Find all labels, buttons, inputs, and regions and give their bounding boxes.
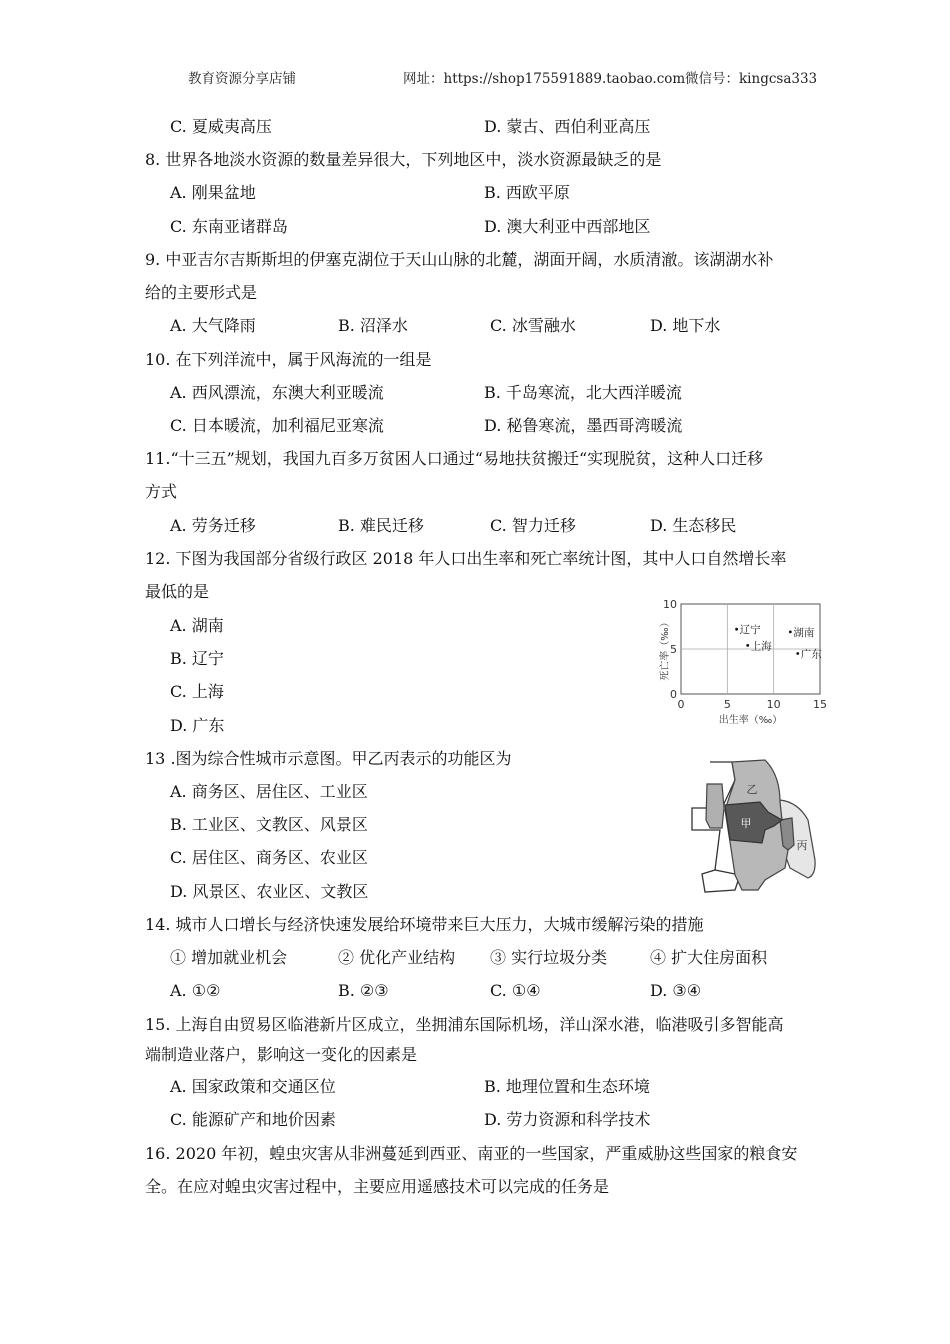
- statement: ④ 扩大住房面积: [650, 948, 768, 967]
- option: D. 秘鲁寒流，墨西哥湾暖流: [484, 416, 683, 435]
- option: A. ①②: [170, 981, 221, 1000]
- option: C. 居住区、商务区、农业区: [170, 848, 368, 867]
- question-stem: 8. 世界各地淡水资源的数量差异很大，下列地区中，淡水资源最缺乏的是: [145, 150, 662, 169]
- option: D. 风景区、农业区、文教区: [170, 882, 369, 901]
- option: D. 广东: [170, 716, 225, 735]
- x-axis-label: 出生率（‰）: [718, 715, 783, 726]
- question-stem: 9. 中亚吉尔吉斯斯坦的伊塞克湖位于天山山脉的北麓，湖面开阔，水质清澈。该湖湖水补: [145, 250, 774, 269]
- data-label: 辽宁: [739, 624, 761, 637]
- x-tick-label: 15: [813, 698, 827, 711]
- option: B. ②③: [338, 981, 389, 1000]
- option: B. 千岛寒流，北大西洋暖流: [484, 383, 682, 402]
- option: C. 东南亚诸群岛: [170, 217, 288, 236]
- city-function-zone-map: [680, 750, 830, 900]
- question-stem: 给的主要形式是: [145, 283, 258, 302]
- option: C. ①④: [490, 981, 541, 1000]
- y-tick-label: 10: [663, 598, 677, 611]
- statement: ① 增加就业机会: [170, 948, 288, 967]
- option: A. 湖南: [170, 616, 224, 635]
- question-stem: 端制造业落户，影响这一变化的因素是: [145, 1045, 418, 1064]
- data-point: [735, 628, 738, 631]
- data-label: 广东: [800, 648, 822, 661]
- data-point: [796, 652, 799, 655]
- header-shop: 教育资源分享店铺: [188, 71, 296, 87]
- x-tick-label: 5: [723, 698, 731, 711]
- question-stem: 14. 城市人口增长与经济快速发展给环境带来巨大压力，大城市缓解污染的措施: [145, 915, 704, 934]
- y-tick-label: 0: [670, 688, 677, 701]
- data-point: [789, 631, 792, 634]
- option: D. 地下水: [650, 316, 721, 335]
- question-stem: 全。在应对蝗虫灾害过程中，主要应用遥感技术可以完成的任务是: [145, 1177, 610, 1196]
- header-wechat: 微信号：kingcsa333: [685, 71, 818, 87]
- option: C. 冰雪融水: [490, 316, 576, 335]
- option: A. 国家政策和交通区位: [170, 1077, 336, 1096]
- option: D. 生态移民: [650, 516, 737, 535]
- option: C. 能源矿产和地价因素: [170, 1110, 336, 1129]
- option: B. 辽宁: [170, 649, 224, 668]
- x-tick-label: 10: [766, 698, 781, 711]
- option: A. 商务区、居住区、工业区: [170, 782, 368, 801]
- label-yi: 乙: [746, 783, 758, 796]
- statement: ② 优化产业结构: [338, 948, 456, 967]
- option: D. 澳大利亚中西部地区: [484, 217, 651, 236]
- option: A. 西风漂流，东澳大利亚暖流: [170, 383, 384, 402]
- option: D. 劳力资源和科学技术: [484, 1110, 651, 1129]
- option: B. 难民迁移: [338, 516, 424, 535]
- option: A. 刚果盆地: [170, 183, 256, 202]
- option: C. 夏威夷高压: [170, 117, 272, 136]
- y-axis-label: 死亡率（‰）: [660, 617, 671, 681]
- birth-death-rate-chart: [640, 590, 840, 730]
- option: D. 蒙古、西伯利亚高压: [484, 117, 651, 136]
- option: B. 沼泽水: [338, 316, 408, 335]
- question-stem: 12. 下图为我国部分省级行政区 2018 年人口出生率和死亡率统计图，其中人口自然增长率: [145, 549, 787, 568]
- data-point: [746, 644, 749, 647]
- question-stem: 13 .图为综合性城市示意图。甲乙丙表示的功能区为: [145, 749, 512, 768]
- option: C. 日本暖流，加利福尼亚寒流: [170, 416, 384, 435]
- label-bing: 丙: [796, 839, 808, 852]
- label-jia: 甲: [740, 817, 752, 830]
- data-label: 湖南: [793, 626, 815, 639]
- option: C. 智力迁移: [490, 516, 576, 535]
- data-label: 上海: [750, 640, 772, 653]
- question-stem: 最低的是: [145, 582, 210, 601]
- option: A. 大气降雨: [170, 316, 256, 335]
- question-stem: 11.“十三五”规划，我国九百多万贫困人口通过“易地扶贫搬迁“实现脱贫，这种人口迁移: [145, 449, 764, 468]
- option: B. 地理位置和生态环境: [484, 1077, 650, 1096]
- question-stem: 10. 在下列洋流中，属于风海流的一组是: [145, 350, 432, 369]
- zone-left: [706, 784, 724, 828]
- option: A. 劳务迁移: [170, 516, 256, 535]
- y-tick-label: 5: [670, 643, 677, 656]
- option: C. 上海: [170, 682, 224, 701]
- question-stem: 16. 2020 年初，蝗虫灾害从非洲蔓延到西亚、南亚的一些国家，严重威胁这些国家的粮食安: [145, 1144, 798, 1163]
- option: D. ③④: [650, 981, 702, 1000]
- header-url: 网址：https://shop175591889.taobao.com: [403, 71, 686, 87]
- question-stem: 15. 上海自由贸易区临港新片区成立，坐拥浦东国际机场，洋山深水港，临港吸引多智能高: [145, 1015, 784, 1034]
- option: B. 工业区、文教区、风景区: [170, 815, 368, 834]
- option: B. 西欧平原: [484, 183, 570, 202]
- statement: ③ 实行垃圾分类: [490, 948, 608, 967]
- x-tick-label: 0: [677, 698, 685, 711]
- question-stem: 方式: [145, 482, 178, 501]
